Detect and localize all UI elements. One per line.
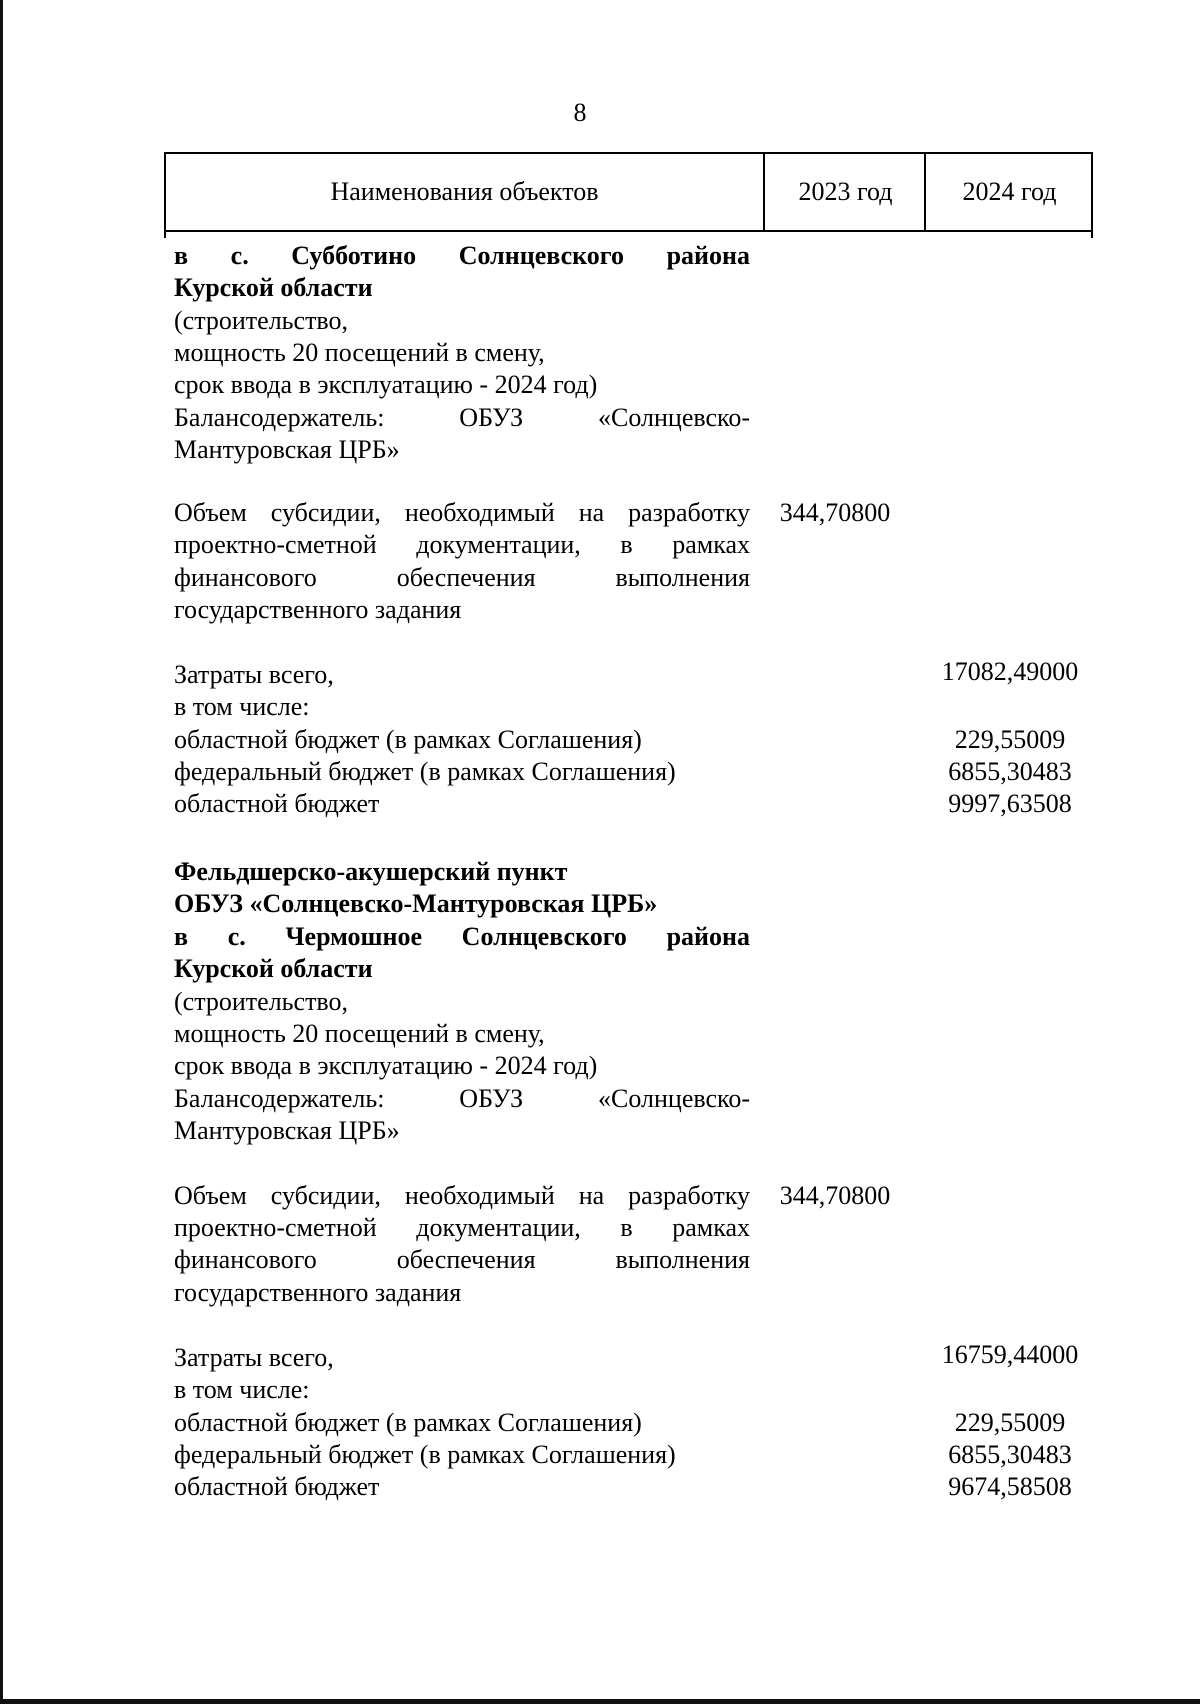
subsidy-text-line: финансового обеспечения выполнения [174, 1245, 750, 1274]
balance-holder-cont: Мантуровская ЦРБ» [174, 1116, 400, 1145]
header-cell-2023: 2023 год [763, 154, 926, 230]
header-cell-2024: 2024 год [924, 154, 1093, 230]
costs-total-label: Затраты всего, [174, 1343, 334, 1372]
subsidy-text-line: проектно-сметной документации, в рамках [174, 1213, 750, 1242]
commissioning-text: срок ввода в эксплуатацию - 2024 год) [174, 1051, 598, 1080]
balance-holder-cont: Мантуровская ЦРБ» [174, 435, 400, 464]
regional-budget-label: областной бюджет [174, 789, 380, 818]
capacity-text: мощность 20 посещений в смену, [174, 338, 545, 367]
object-title-line: Фельдшерско-акушерский пункт [174, 857, 568, 886]
page-number: 8 [573, 98, 587, 127]
regional-agreement-label: областной бюджет (в рамках Соглашения) [174, 725, 642, 754]
object-title-line: в с. Субботино Солнцевского района [174, 241, 750, 270]
object-title-line: ОБУЗ «Солнцевско-Мантуровская ЦРБ» [174, 889, 658, 918]
object-title-line: Курской области [174, 273, 373, 302]
subsidy-text-line: Объем субсидии, необходимый на разработку [174, 498, 750, 527]
including-label: в том числе: [174, 1375, 310, 1404]
regional-agreement-2024: 229,55009 [954, 1408, 1066, 1437]
regional-budget-2024: 9674,58508 [948, 1472, 1072, 1501]
federal-agreement-label: федеральный бюджет (в рамках Соглашения) [174, 1440, 676, 1469]
costs-total-label: Затраты всего, [174, 660, 334, 689]
regional-agreement-label: областной бюджет (в рамках Соглашения) [174, 1408, 642, 1437]
regional-budget-2024: 9997,63508 [948, 789, 1072, 818]
subsidy-text-line: финансового обеспечения выполнения [174, 563, 750, 592]
scan-border-bottom [0, 1699, 1200, 1704]
construction-text: (строительство, [174, 987, 349, 1016]
object-title-line: Курской области [174, 954, 373, 983]
capacity-text: мощность 20 посещений в смену, [174, 1019, 545, 1048]
object-title-line: в с. Чермошное Солнцевского района [174, 922, 750, 951]
regional-agreement-2024: 229,55009 [954, 725, 1066, 754]
balance-holder-line: Балансодержатель: ОБУЗ «Солнцевско- [174, 1084, 750, 1113]
subsidy-text-line: проектно-сметной документации, в рамках [174, 530, 750, 559]
federal-agreement-2024: 6855,30483 [948, 1440, 1072, 1469]
commissioning-text: срок ввода в эксплуатацию - 2024 год) [174, 370, 598, 399]
federal-agreement-2024: 6855,30483 [948, 757, 1072, 786]
construction-text: (строительство, [174, 306, 349, 335]
header-cell-name: Наименования объектов [330, 177, 599, 206]
costs-total-2024: 16759,44000 [941, 1340, 1079, 1369]
table-border-left [164, 230, 166, 238]
balance-holder-line: Балансодержатель: ОБУЗ «Солнцевско- [174, 403, 750, 432]
subsidy-text-line: государственного задания [174, 1278, 462, 1307]
costs-total-2024: 17082,49000 [941, 657, 1079, 686]
including-label: в том числе: [174, 692, 310, 721]
federal-agreement-label: федеральный бюджет (в рамках Соглашения) [174, 757, 676, 786]
regional-budget-label: областной бюджет [174, 1472, 380, 1501]
subsidy-text-line: государственного задания [174, 595, 462, 624]
subsidy-value-2023: 344,70800 [779, 1181, 891, 1210]
scan-border-left [0, 0, 3, 1704]
subsidy-text-line: Объем субсидии, необходимый на разработку [174, 1181, 750, 1210]
table-header [164, 152, 1093, 232]
subsidy-value-2023: 344,70800 [779, 498, 891, 527]
table-border-right [1091, 230, 1093, 238]
